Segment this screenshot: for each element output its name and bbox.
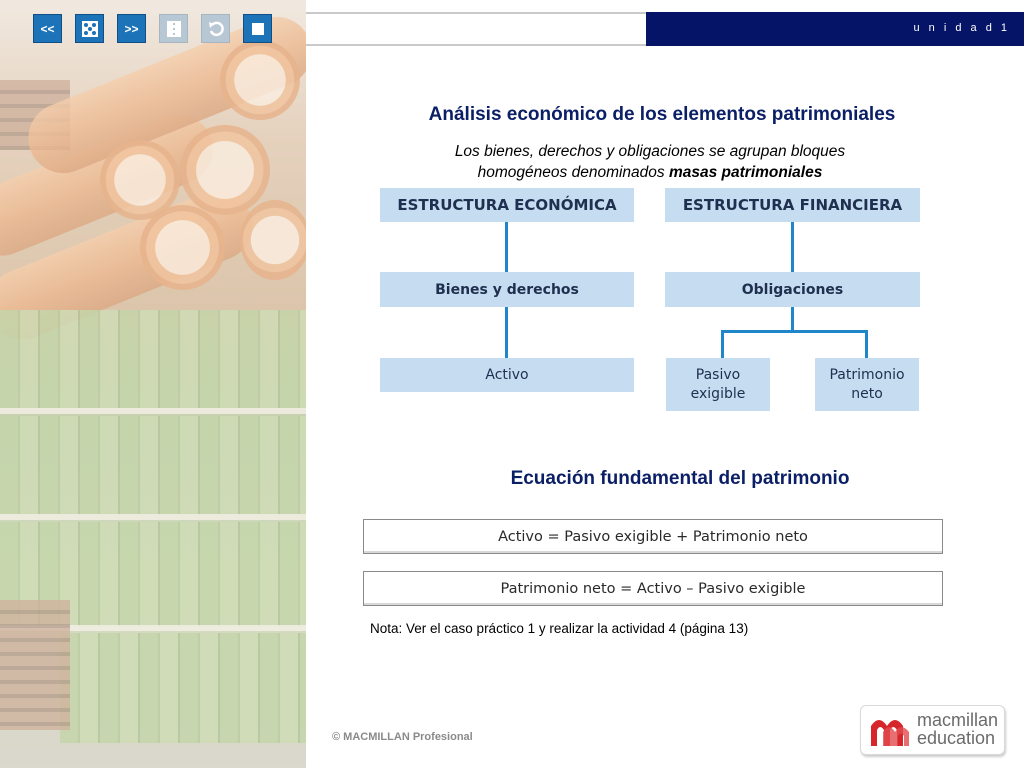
dice-button[interactable] <box>75 14 104 43</box>
macmillan-mark-icon <box>869 712 913 748</box>
pasivo-exigible-label: Pasivo exigible <box>690 366 746 402</box>
return-icon <box>207 20 225 38</box>
forward-icon: >> <box>124 21 139 36</box>
unit-label: u n i d a d 1 <box>913 22 1010 34</box>
pasivo-exigible-box <box>666 358 770 411</box>
stop-button[interactable] <box>243 14 272 43</box>
patrimonio-neto-label: Patrimonio neto <box>829 366 905 402</box>
macmillan-logo <box>860 705 1005 755</box>
equation-box <box>363 571 943 606</box>
stop-icon <box>249 20 267 38</box>
subtitle-line2: homogéneos denominados <box>477 164 669 181</box>
subtitle <box>380 141 920 183</box>
connector-line <box>505 222 508 272</box>
logo-line2: education <box>917 728 996 748</box>
forward-button[interactable] <box>117 14 146 43</box>
background-photo <box>0 0 306 768</box>
rewind-button[interactable] <box>33 14 62 43</box>
equation-title: Ecuación fundamental del patrimonio <box>510 468 850 489</box>
return-button[interactable] <box>201 14 230 43</box>
copyright: © MACMILLAN Profesional <box>332 731 473 743</box>
index-icon <box>165 20 183 38</box>
note-text: Nota: Ver el caso práctico 1 y realizar la actividad 4 (página 13) <box>370 621 749 636</box>
equation-box <box>363 519 943 554</box>
financial-structure-box: ESTRUCTURA FINANCIERA <box>665 188 920 222</box>
economic-structure-box: ESTRUCTURA ECONÓMICA <box>380 188 634 222</box>
connector-line <box>865 330 868 358</box>
equation-text: Activo = Pasivo exigible + Patrimonio neto <box>498 528 808 545</box>
subtitle-highlight: masas patrimoniales <box>668 164 823 181</box>
page-title: Análisis económico de los elementos patrimoniales <box>428 104 896 125</box>
header-line <box>306 12 646 46</box>
connector-line <box>721 330 868 333</box>
connector-line <box>721 330 724 358</box>
activo-box: Activo <box>380 358 634 392</box>
slide-navigation <box>33 14 272 43</box>
connector-line <box>791 222 794 272</box>
patrimonio-neto-box <box>815 358 919 411</box>
subtitle-line1: Los bienes, derechos y obligaciones se agrupan bloques <box>454 143 846 160</box>
rewind-icon: << <box>40 21 55 36</box>
index-button[interactable] <box>159 14 188 43</box>
equation-text: Patrimonio neto = Activo – Pasivo exigible <box>500 580 806 597</box>
unit-header <box>646 12 1024 46</box>
assets-rights-box: Bienes y derechos <box>380 272 634 307</box>
connector-line <box>791 307 794 332</box>
connector-line <box>505 307 508 358</box>
dice-icon <box>81 20 99 38</box>
logo-line1: macmillan <box>917 710 999 730</box>
obligations-box: Obligaciones <box>665 272 920 307</box>
